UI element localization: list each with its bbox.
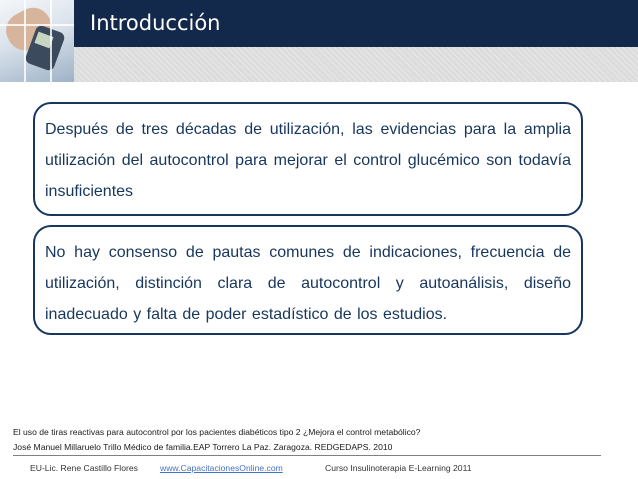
statement-text-2: No hay consenso de pautas comunes de indicaciones, frecuencia de utilización, distinción clara de autocontrol y autoanálisis, diseño inadecuado y falta de poder estadístico de los estudios. xyxy=(45,244,571,323)
slide-title: Introducción xyxy=(90,11,221,35)
glucose-meter-photo xyxy=(0,0,74,82)
statement-box-1 xyxy=(33,102,583,216)
footer-link[interactable]: www.CapacitacionesOnline.com xyxy=(160,463,283,473)
footer-divider xyxy=(13,455,601,456)
header-texture-band xyxy=(74,47,638,82)
statement-box-2 xyxy=(33,225,583,335)
photo-divider xyxy=(50,0,52,82)
footer-author: EU-Lic. Rene Castillo Flores xyxy=(30,463,138,473)
photo-divider xyxy=(0,24,74,26)
citation xyxy=(13,425,633,455)
citation-title: El uso de tiras reactivas para autocontrol por los pacientes diabéticos tipo 2 ¿Mejora el control metabólico? xyxy=(13,427,421,437)
footer-course: Curso Insulinoterapia E-Learning 2011 xyxy=(325,463,472,473)
citation-author: José Manuel Millaruelo Trillo Médico de familia.EAP Torrero La Paz. Zaragoza. REDGEDAPS. 2010 xyxy=(13,442,393,452)
photo-divider xyxy=(24,0,26,82)
statement-text-1: Después de tres décadas de utilización, las evidencias para la amplia utilización del autocontrol para mejorar el control glucémico son todavía insuficientes xyxy=(45,121,571,200)
title-bar xyxy=(0,0,638,47)
